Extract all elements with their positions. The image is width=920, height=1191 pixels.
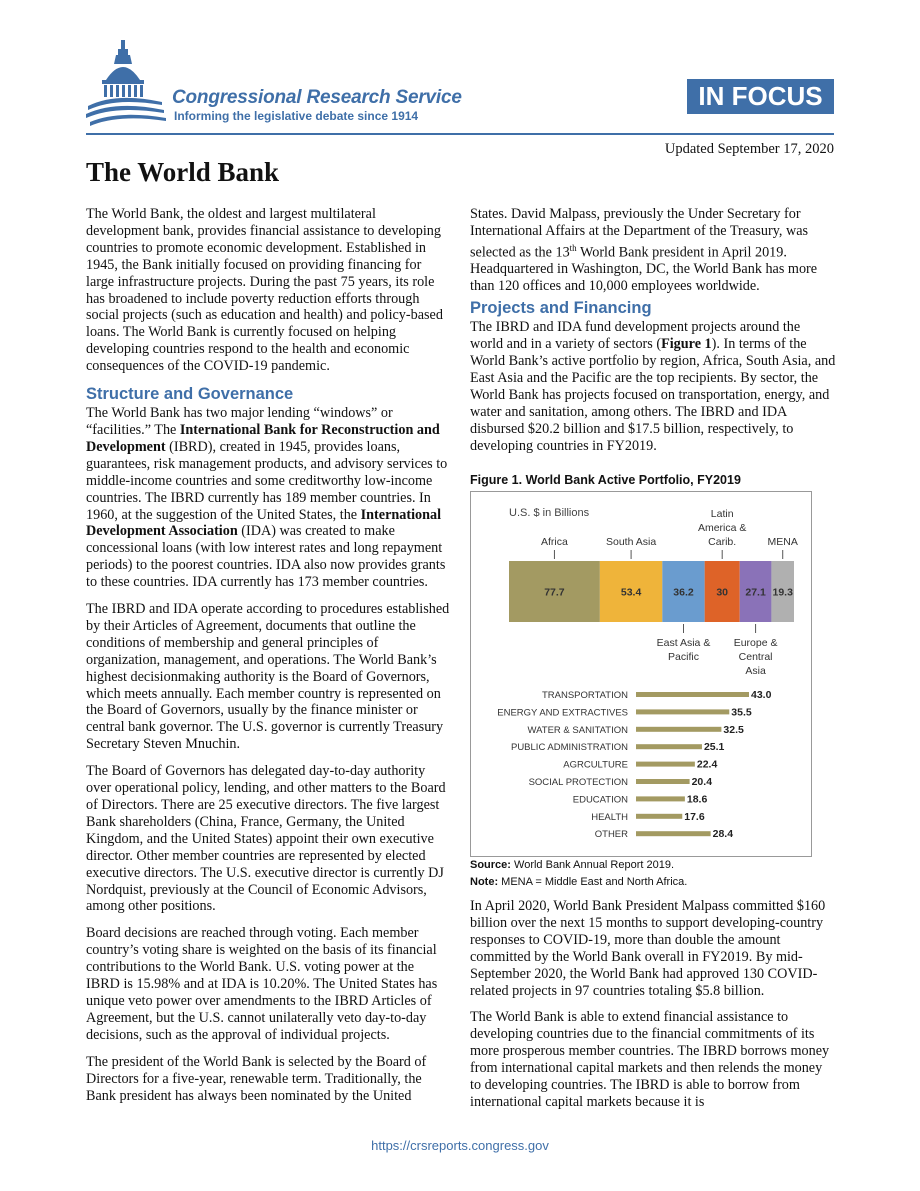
text-span: The IBRD and IDA fund development projects around the world and in a variety of sectors ( [470, 319, 801, 353]
text-span: The World Bank has two major lending “windows” or “facilities.” The [86, 405, 393, 438]
region-label: Carib. [708, 536, 737, 548]
paragraph: The IBRD and IDA operate according to procedures established by their Articles of Agreement, documents that outline the conditions of membership and general principles of organization, management, and operations. The World Bank’s highest decisionmaking authority is the Board of Governors, which meets annually. Each member country is represented on the Board of Governors, usually by the finance minister or central bank governor. The U.S. governor is currently Treasury Secretary Steven Mnuchin. [86, 601, 450, 753]
sector-bar [636, 709, 729, 714]
superscript: th [569, 242, 577, 253]
region-label: Asia [745, 665, 766, 677]
sector-label: TRANSPORTATION [541, 690, 628, 701]
region-label: Pacific [668, 651, 699, 663]
sector-value-label: 35.5 [731, 706, 752, 719]
sector-label: HEALTH [591, 811, 628, 823]
text-span: (IBRD), created in 1945, provides loans, guarantees, risk management products, and advisory services to middle-income countries and some creditworthy low-income countries. The IBRD currently has 189 member countries. In 1960, at the suggestion of the United States, the [86, 438, 448, 523]
sector-bar [636, 779, 690, 784]
brand-tagline: Informing the legislative debate since 1914 [174, 109, 419, 123]
region-value-label: 36.2 [673, 586, 694, 599]
figure-notes [470, 857, 836, 891]
paragraph: The president of the World Bank is selected by the Board of Directors for a five-year, renewable term. Traditionally, the Bank president has always been nominated by the United [86, 1053, 427, 1104]
sector-bar [636, 744, 702, 749]
sector-label: SOCIAL PROTECTION [528, 777, 628, 788]
region-label: Africa [541, 536, 568, 548]
sector-value-label: 43.0 [751, 689, 772, 701]
text-span: (IDA) was created to make concessional loans (with low interest rates and long repayment periods) to the poorest countries. IDA also now provides grants to these countries. IDA currently has 173 member countries. [86, 523, 446, 591]
header-rule [86, 133, 834, 135]
left-column [86, 206, 451, 1114]
text-span: States. David Malpass, previously the Under Secretary for International Affairs at the Department of the Treasury, was selected as the 13 [470, 206, 809, 261]
brand-name: Congressional Research Service [172, 87, 462, 108]
intro-paragraph: The World Bank, the oldest and largest multilateral development bank, provides financial assistance to developing countries to promote economic development. Established in 1945, the Bank initially focused on providing financing for large infrastructure projects. During the past 75 years, its role has broadened to include poverty reduction efforts through social projects (such as education and health) and policy-based loans. The World Bank is currently focused on helping developing countries respond to the health and economic consequences of the COVID-19 pandemic. [86, 206, 443, 375]
sector-label: ENERGY AND EXTRACTIVES [497, 707, 628, 719]
portfolio-chart-svg [471, 492, 811, 856]
figure-chart [470, 491, 812, 857]
region-label: MENA [767, 536, 798, 548]
paragraph [470, 206, 836, 295]
sector-bar [636, 692, 749, 697]
sector-bar [636, 727, 721, 732]
region-value-label: 19.3 [772, 586, 793, 599]
right-column-lower [470, 898, 836, 1121]
sector-label: AGRCULTURE [563, 759, 628, 771]
updated-date: Updated September 17, 2020 [664, 141, 834, 157]
source-label: Source: [470, 859, 511, 871]
region-label: America & [697, 522, 747, 534]
sector-label: WATER & SANITATION [527, 724, 628, 736]
sector-label: EDUCATION [572, 794, 628, 806]
section-heading-projects: Projects and Financing [470, 299, 652, 318]
paragraph: In April 2020, World Bank President Malpass committed $160 billion over the next 15 months to support developing-country responses to COVID-19, more than double the amount committed by the World Bank overall in FY2019. By mid-September 2020, the World Bank had approved 130 COVID-related projects in 97 countries totaling $5.8 billion. [470, 898, 826, 999]
note-label: Note: [470, 876, 499, 888]
region-label: Europe & [733, 637, 778, 649]
paragraph: The World Bank is able to extend financial assistance to developing countries due to the financial commitments of its more prosperous member countries. The IBRD borrows money from international capital markets and then relends the money to developing countries. The IBRD is able to borrow from international capital markets because it is [470, 1009, 830, 1110]
sector-bar [636, 796, 685, 801]
figure-reference: Figure 1 [661, 336, 712, 353]
right-column [470, 206, 836, 465]
sector-value-label: 32.5 [723, 723, 744, 736]
region-label: Central [738, 651, 773, 663]
footer-link[interactable]: https://crsreports.congress.gov [371, 1138, 549, 1153]
paragraph: The Board of Governors has delegated day-to-day authority over operational policy, lending, and other matters to the Board of Directors. There are 25 executive directors. The five largest Bank shareholders (China, France, Germany, the United Kingdom, and the United States) appoint their own executive director. Other member countries are represented by elected executive directors. The U.S. executive director is currently DJ Nordquist, previously at the Council of Economic Advisors, among other positions. [86, 763, 446, 915]
region-value-label: 53.4 [620, 586, 642, 599]
note-text: MENA = Middle East and North Africa. [498, 876, 688, 888]
bold-term: International Bank for Reconstruction and Development [86, 421, 440, 455]
figure-caption: Figure 1. World Bank Active Portfolio, FY2019 [470, 473, 741, 487]
paragraph [470, 319, 836, 454]
region-label: Latin [710, 508, 734, 520]
sector-value-label: 20.4 [691, 776, 713, 788]
text-span: ). In terms of the World Bank’s active portfolio by region, Africa, South Asia, and East Asia and the Pacific are the top recipients. By sector, the World Bank has projects focused on transportation, energy, and water and sanitation, among others. The IBRD and IDA disbursed $20.2 billion and $17.5 billion, respectively, to developing countries in FY2019. [470, 336, 836, 454]
note [470, 874, 836, 891]
sector-value-label: 18.6 [686, 793, 708, 806]
region-label: South Asia [605, 536, 657, 548]
sector-label: OTHER [594, 829, 628, 841]
chart-unit-label: U.S. $ in Billions [509, 507, 590, 519]
text-span: World Bank president in April 2019. Headquartered in Washington, DC, the World Bank has more than 120 offices and 10,000 employees worldwide. [470, 244, 818, 295]
sector-value-label: 22.4 [696, 758, 718, 771]
region-value-label: 77.7 [544, 586, 565, 599]
paragraph: Board decisions are reached through voting. Each member country’s voting share is weighted on the basis of its financial contributions to the World Bank. U.S. voting power at the IBRD is 15.98% and at IDA is 10.20%. The United States has unique veto power over amendments to the IBRD Articles of Agreement, but the U.S. cannot unilaterally veto day-to-day decisions, such as the approval of individual projects. [86, 925, 438, 1043]
sector-value-label: 25.1 [703, 741, 725, 754]
section-heading-structure: Structure and Governance [86, 385, 294, 404]
source-text: World Bank Annual Report 2019. [510, 859, 675, 871]
sector-bar [636, 762, 695, 767]
region-value-label: 30 [716, 586, 729, 599]
page-title: The World Bank [86, 157, 280, 187]
sector-value-label: 17.6 [684, 810, 705, 823]
bold-term: International Development Association [86, 506, 442, 540]
sector-bar [636, 814, 682, 819]
region-label: East Asia & [656, 637, 711, 649]
sector-bar [636, 831, 711, 836]
sector-label: PUBLIC ADMINISTRATION [510, 742, 628, 754]
crs-dome-logo [86, 40, 168, 130]
source-note [470, 857, 836, 874]
in-focus-badge: IN FOCUS [687, 79, 834, 114]
sector-value-label: 28.4 [712, 828, 734, 841]
paragraph [86, 405, 451, 591]
region-value-label: 27.1 [745, 586, 766, 599]
